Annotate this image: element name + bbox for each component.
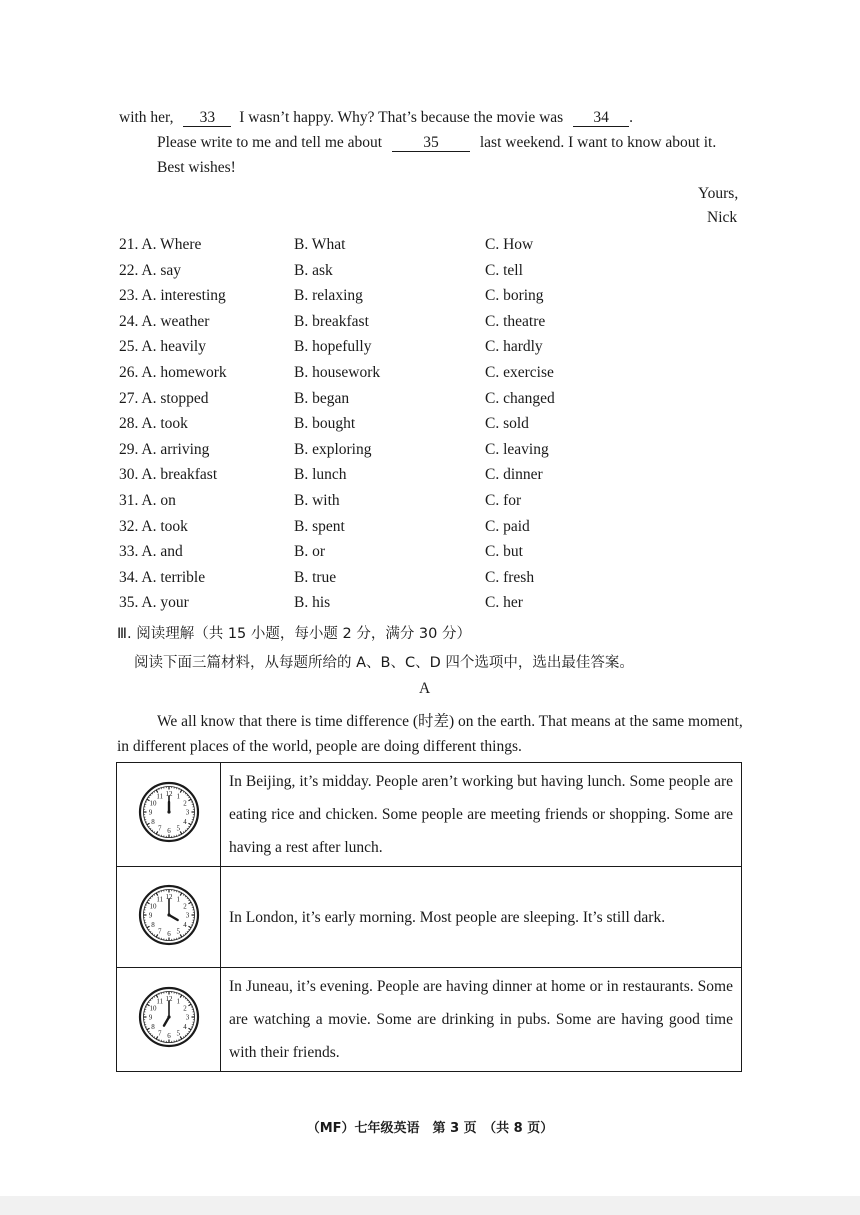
option-a: 22. A. say [119,261,181,279]
option-a: 30. A. breakfast [119,466,218,484]
option-b: B. What [294,236,346,253]
city-description: In Juneau, it’s evening. People are having dinner at home or in restaurants. Some are watching a movie. Some are drinking in pubs. Some are having good time with their friends. [221,968,742,1072]
svg-text:2: 2 [182,901,187,910]
svg-text:1: 1 [176,895,180,904]
option-c: C. sold [485,415,529,433]
letter-closing: Best wishes! [157,159,236,176]
clock-icon [137,780,201,844]
svg-text:10: 10 [148,1004,156,1013]
svg-text:1: 1 [176,997,180,1006]
option-a: 24. A. weather [119,312,210,330]
option-b: B. bought [294,415,356,433]
svg-text:7: 7 [157,927,161,936]
option-a: 25. A. heavily [119,338,206,356]
option-b: B. housework [294,364,381,381]
option-a: 29. A. arriving [119,440,210,458]
svg-text:11: 11 [155,792,163,801]
option-b: B. ask [294,261,333,279]
svg-text:3: 3 [185,1013,189,1022]
option-a: 34. A. terrible [119,568,206,586]
svg-text:11: 11 [155,895,163,904]
svg-text:4: 4 [182,817,187,826]
svg-text:9: 9 [148,911,152,920]
option-c: C. changed [485,389,555,407]
option-b: B. spent [294,517,345,535]
svg-text:8: 8 [150,817,155,826]
svg-text:8: 8 [150,920,155,929]
svg-text:4: 4 [182,1022,187,1031]
option-a: 31. A. on [119,492,176,509]
option-c: C. leaving [485,440,549,458]
option-c: C. for [485,492,522,509]
option-c: C. hardly [485,338,543,356]
passage-label: A [419,680,431,697]
svg-text:7: 7 [157,1029,161,1038]
option-a: 33. A. and [119,543,183,561]
svg-text:9: 9 [148,1013,152,1022]
option-b: B. breakfast [294,312,369,330]
option-b: B. exploring [294,440,372,458]
svg-text:1: 1 [176,792,180,801]
letter-line-1 [119,109,633,127]
svg-text:9: 9 [148,808,152,817]
letter-signature: Nick [707,209,738,226]
blank-34: 34 [573,110,629,127]
option-a: 23. A. interesting [119,287,226,305]
letter-text: last weekend. I want to know about it. [479,134,717,151]
svg-text:7: 7 [157,824,161,833]
option-c: C. but [485,543,523,561]
svg-text:12: 12 [165,790,172,799]
option-b: B. began [294,389,350,407]
option-b: B. hopefully [294,338,372,356]
svg-text:11: 11 [155,997,163,1006]
blank-35: 35 [392,135,470,152]
page-footer: （MF）七年级英语 第 3 页 （共 8 页） [306,1121,554,1136]
option-c: C. dinner [485,466,543,484]
time-row [117,968,742,1072]
clock-cell [117,763,221,867]
svg-text:10: 10 [148,799,156,808]
clock-cell [117,968,221,1072]
option-a: 21. A. Where [119,236,202,253]
svg-text:2: 2 [182,1004,187,1013]
option-a: 26. A. homework [119,364,227,381]
option-b: B. relaxing [294,287,363,305]
svg-text:5: 5 [176,824,180,833]
option-c: C. boring [485,287,544,305]
option-c: C. fresh [485,568,535,586]
letter-sign-off: Yours, [698,185,739,202]
option-c: C. exercise [485,364,554,381]
option-b: B. with [294,492,340,509]
scan-edge [0,1196,860,1215]
svg-text:5: 5 [176,1029,180,1038]
option-b: B. or [294,543,325,561]
section-instruction: 阅读下面三篇材料，从每题所给的 A、B、C、D 四个选项中，选出最佳答案。 [134,655,634,671]
svg-text:5: 5 [176,927,180,936]
letter-line-2 [157,134,716,152]
svg-text:12: 12 [165,892,172,901]
svg-text:6: 6 [166,929,171,938]
clock-cell [117,867,221,968]
svg-text:2: 2 [182,799,187,808]
option-a: 32. A. took [119,517,188,535]
option-c: C. How [485,236,534,253]
letter-text: I wasn’t happy. Why? That’s because the movie was [239,109,564,126]
option-b: B. lunch [294,466,347,484]
letter-text: with her, [119,109,174,126]
section-heading: Ⅲ. 阅读理解（共 15 小题，每小题 2 分，满分 30 分） [117,626,471,642]
svg-text:4: 4 [182,920,187,929]
svg-text:12: 12 [165,995,172,1004]
letter-text: . [629,109,633,126]
time-row [117,763,742,867]
option-a: 27. A. stopped [119,389,209,407]
option-a: 35. A. your [119,594,189,612]
svg-text:8: 8 [150,1022,155,1031]
clock-icon [137,985,201,1049]
city-description: In London, it’s early morning. Most people are sleeping. It’s still dark. [221,867,742,968]
time-row [117,867,742,968]
clock-icon [137,883,201,947]
svg-text:10: 10 [148,901,156,910]
blank-33: 33 [183,110,231,127]
svg-text:3: 3 [185,911,189,920]
option-a: 28. A. took [119,415,188,433]
option-b: B. true [294,568,337,586]
passage-intro-line-2: in different places of the world, people are doing different things. [117,738,522,755]
option-c: C. her [485,594,523,612]
option-b: B. his [294,594,331,612]
letter-text: Please write to me and tell me about [157,134,383,151]
svg-text:3: 3 [185,808,189,817]
svg-text:6: 6 [166,1032,171,1041]
option-c: C. tell [485,261,523,279]
option-c: C. theatre [485,312,546,330]
svg-text:6: 6 [166,827,171,836]
city-description: In Beijing, it’s midday. People aren’t working but having lunch. Some people are eating rice and chicken. Some people are meeting friends or shopping. Some are having a rest after lunch. [221,763,742,867]
option-c: C. paid [485,517,530,535]
time-difference-table [116,762,742,1072]
passage-intro-line-1: We all know that there is time difference (时差) on the earth. That means at the same moment, [157,713,743,730]
